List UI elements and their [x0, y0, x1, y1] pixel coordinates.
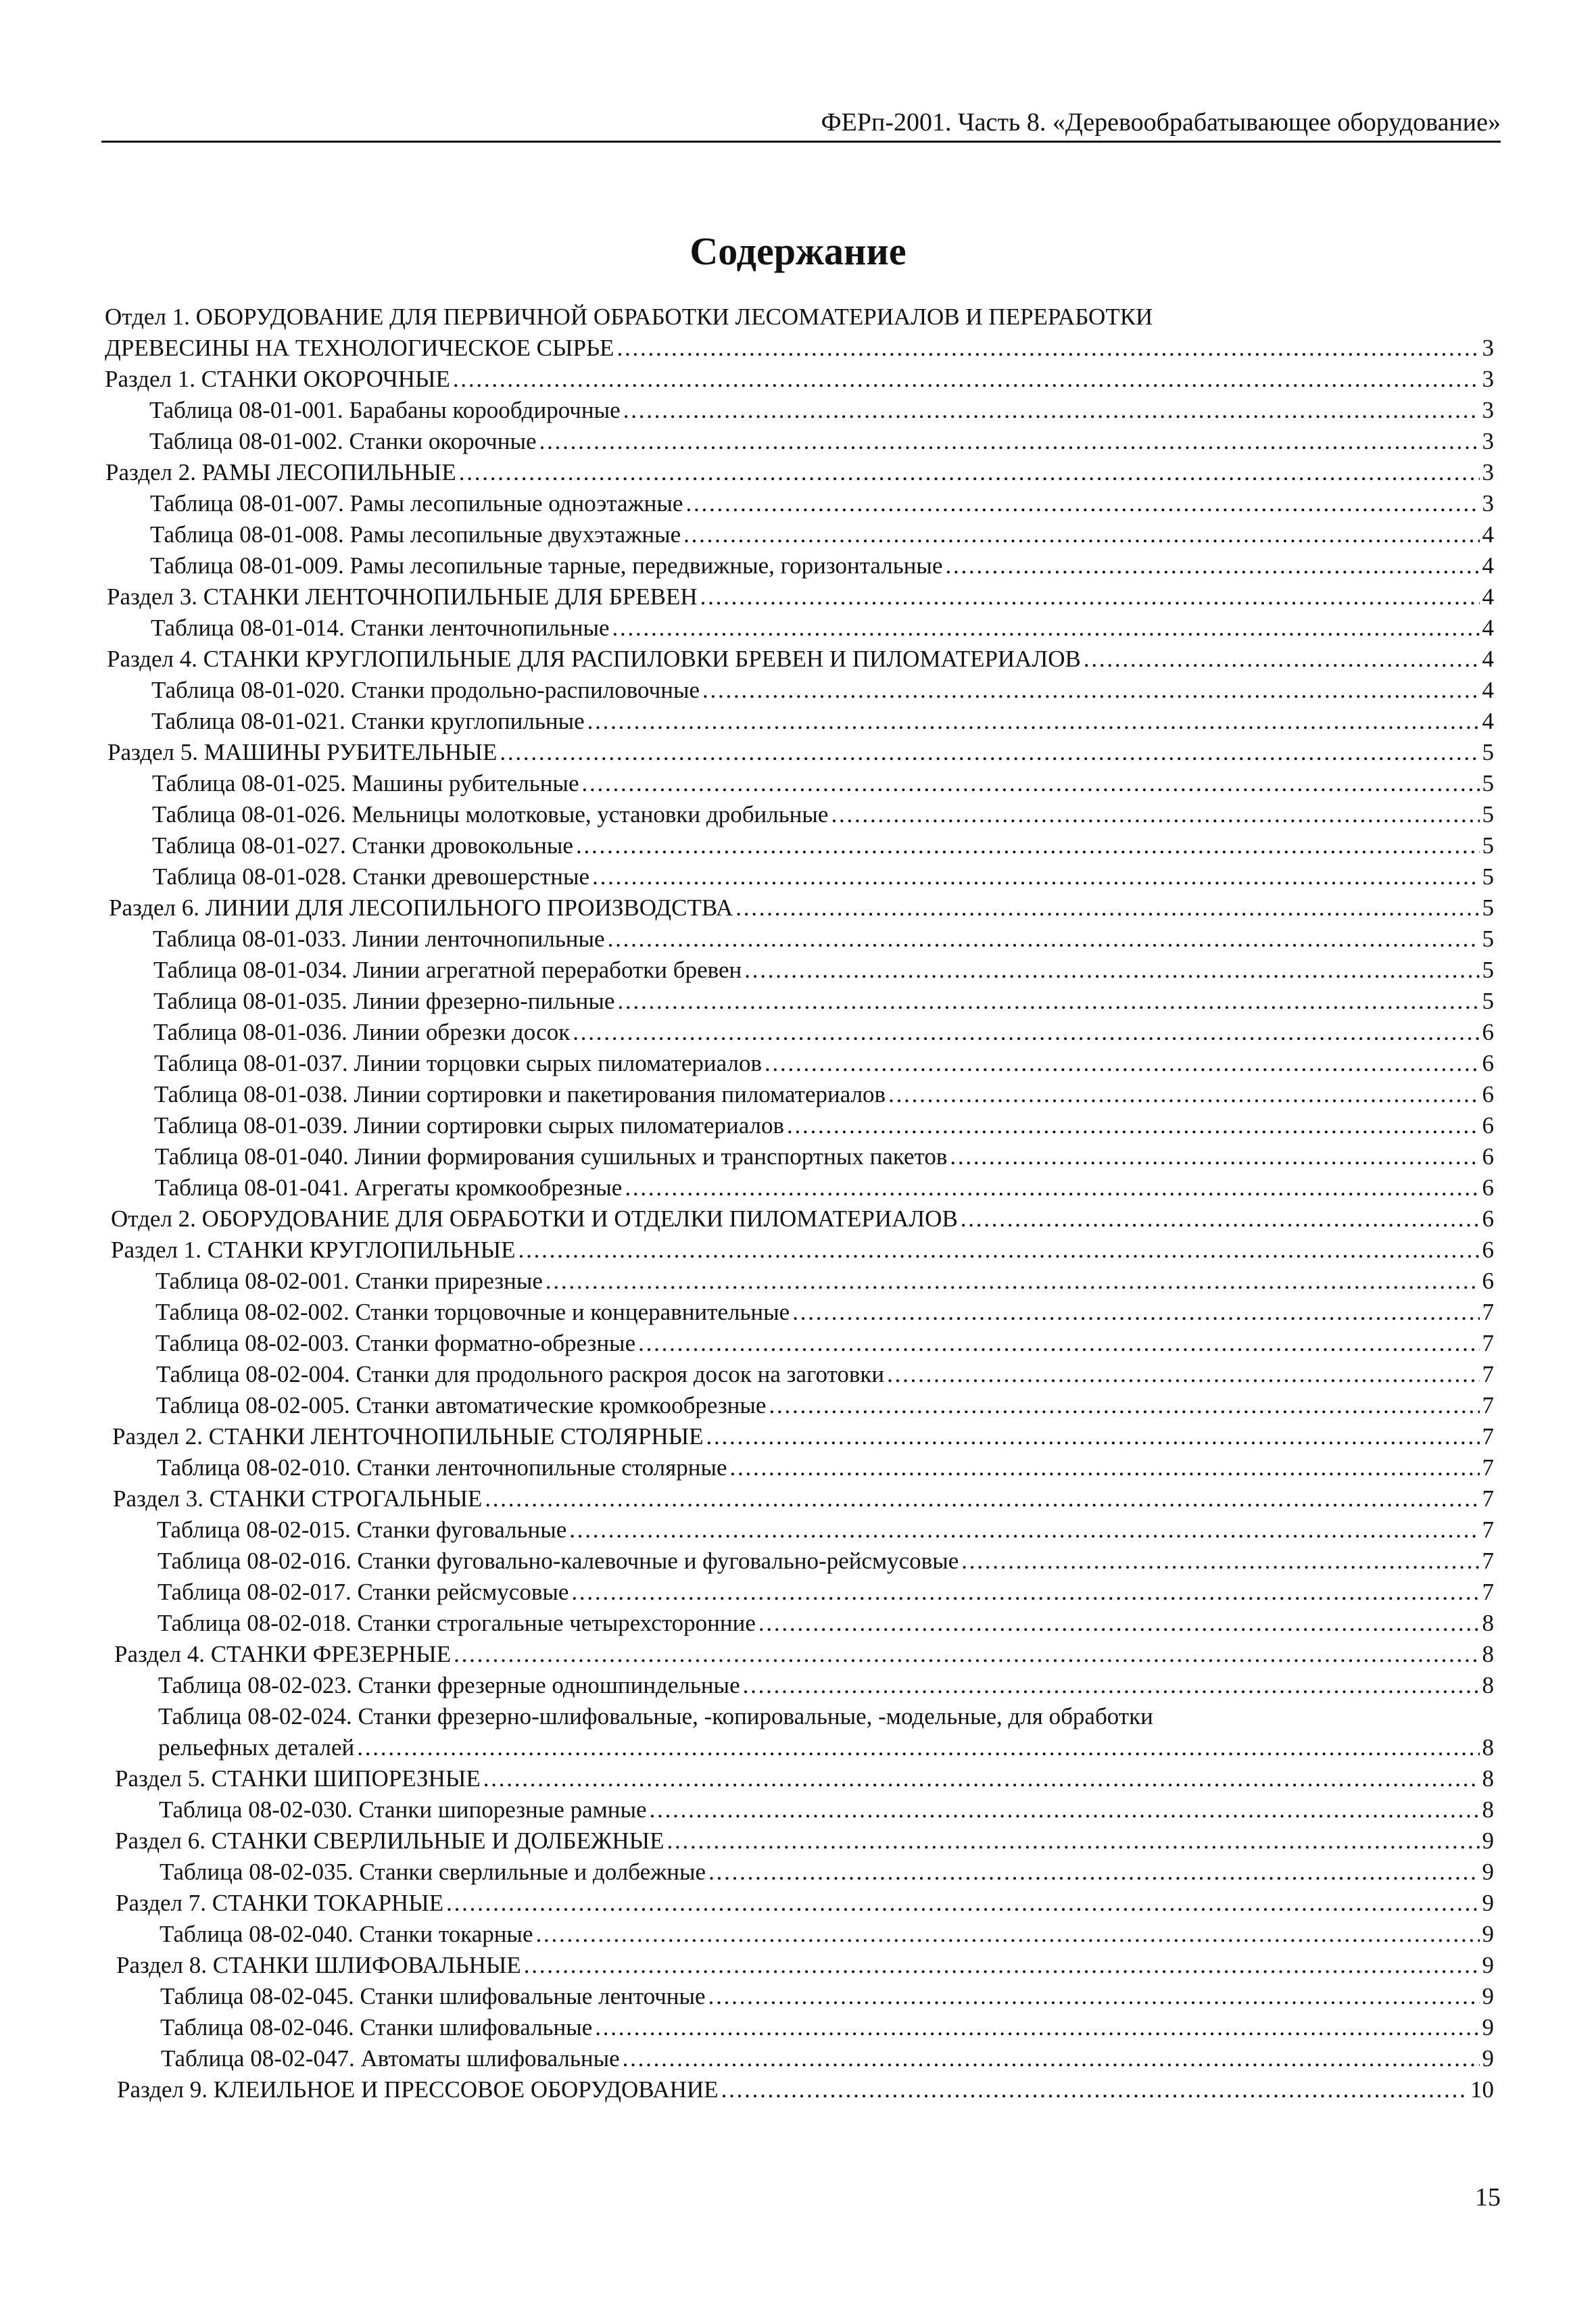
dot-leader — [769, 1390, 1479, 1421]
toc-entry-title: Раздел 1. СТАНКИ КРУГЛОПИЛЬНЫЕ — [111, 1237, 516, 1263]
toc-entry-page: 5 — [1482, 926, 1494, 952]
toc-entry-title: Раздел 8. СТАНКИ ШЛИФОВАЛЬНЫЕ — [116, 1952, 521, 1978]
toc-entry-page: 8 — [1482, 1765, 1494, 1792]
toc-entry[interactable] — [105, 457, 1494, 488]
toc-entry[interactable] — [157, 1514, 1494, 1546]
dot-leader — [888, 1079, 1479, 1110]
toc-entry[interactable] — [159, 1794, 1494, 1825]
toc-entry[interactable] — [153, 1017, 1494, 1048]
toc-entry[interactable] — [155, 1141, 1494, 1172]
toc-entry-title: Отдел 1. ОБОРУДОВАНИЕ ДЛЯ ПЕРВИЧНОЙ ОБРАБОТКИ ЛЕСОМАТЕРИАЛОВ И ПЕРЕРАБОТКИ — [105, 304, 1153, 330]
toc-entry-title: Таблица 08-01-025. Машины рубительные — [152, 770, 579, 796]
toc-entry-page: 5 — [1482, 801, 1494, 828]
toc-entry-title: Раздел 2. СТАНКИ ЛЕНТОЧНОПИЛЬНЫЕ СТОЛЯРНЫЕ — [112, 1423, 704, 1450]
toc-entry[interactable] — [158, 1546, 1494, 1577]
dot-leader — [700, 581, 1480, 613]
dot-leader — [446, 1888, 1479, 1919]
toc-entry-title: Раздел 6. СТАНКИ СВЕРЛИЛЬНЫЕ И ДОЛБЕЖНЫЕ — [115, 1828, 664, 1854]
dot-leader — [453, 364, 1480, 395]
dot-leader — [459, 457, 1480, 488]
toc-entry[interactable] — [115, 1825, 1494, 1857]
toc-entry-page: 6 — [1482, 1206, 1494, 1232]
toc-entry[interactable] — [156, 1390, 1494, 1421]
toc-entry-title: Таблица 08-01-039. Линии сортировки сырых пиломатериалов — [154, 1112, 785, 1139]
toc-entry-title: Таблица 08-01-009. Рамы лесопильные тарные, передвижные, горизонтальные — [150, 552, 943, 579]
page-number: 15 — [1475, 2183, 1501, 2212]
dot-leader — [945, 550, 1479, 581]
dot-leader — [608, 924, 1480, 955]
toc-entry-title: Таблица 08-02-046. Станки шлифовальные — [160, 2014, 593, 2040]
toc-entry-title: Раздел 4. СТАНКИ КРУГЛОПИЛЬНЫЕ ДЛЯ РАСПИЛОВКИ БРЕВЕН И ПИЛОМАТЕРИАЛОВ — [107, 646, 1081, 672]
toc-entry-page: 3 — [1482, 428, 1494, 454]
dot-leader — [887, 1359, 1479, 1390]
toc-entry-page: 9 — [1482, 2014, 1494, 2040]
toc-entry-title: Таблица 08-02-035. Станки сверлильные и долбежные — [160, 1859, 706, 1885]
dot-leader — [702, 675, 1480, 706]
toc-entry-title: Раздел 6. ЛИНИИ ДЛЯ ЛЕСОПИЛЬНОГО ПРОИЗВОДСТВА — [109, 894, 733, 921]
toc-entry[interactable] — [150, 519, 1494, 550]
toc-entry[interactable] — [153, 986, 1494, 1017]
toc-entry-title: Раздел 5. МАШИНЫ РУБИТЕЛЬНЫЕ — [107, 739, 498, 765]
toc-entry-page: 7 — [1482, 1485, 1494, 1512]
toc-entry-title: Раздел 2. РАМЫ ЛЕСОПИЛЬНЫЕ — [105, 459, 456, 485]
toc-entry[interactable] — [154, 1048, 1494, 1079]
dot-leader — [582, 768, 1480, 799]
toc-entry[interactable] — [150, 488, 1494, 519]
toc-entry[interactable] — [107, 737, 1494, 768]
toc-entry[interactable] — [117, 2074, 1494, 2105]
toc-entry[interactable] — [149, 395, 1494, 426]
toc-entry[interactable] — [113, 1483, 1494, 1514]
toc-entry[interactable] — [153, 955, 1494, 986]
dot-leader — [706, 1421, 1480, 1452]
dot-leader — [708, 1981, 1480, 2012]
dot-leader — [587, 706, 1480, 737]
dot-leader — [685, 488, 1479, 519]
toc-entry[interactable] — [116, 1888, 1494, 1919]
toc-entry[interactable] — [105, 302, 1494, 364]
toc-entry-title: Таблица 08-02-047. Автоматы шлифовальные — [161, 2045, 620, 2072]
header-rule — [101, 141, 1501, 143]
dot-leader — [744, 955, 1479, 986]
toc-entry-page: 5 — [1482, 957, 1494, 983]
toc-entry-page: 6 — [1482, 1081, 1494, 1107]
toc-entry-title: Таблица 08-01-008. Рамы лесопильные двухэтажные — [150, 521, 681, 548]
toc-entry-title: Таблица 08-02-005. Станки автоматические кромкообрезные — [156, 1392, 767, 1418]
toc-entry-title: Таблица 08-02-024. Станки фрезерно-шлифовальные, -копировальные, -модельные, для обработки — [158, 1703, 1153, 1729]
toc-entry[interactable] — [115, 1763, 1494, 1794]
toc-entry-title: Раздел 1. СТАНКИ ОКОРОЧНЫЕ — [105, 366, 450, 392]
toc-entry-page: 4 — [1482, 552, 1494, 579]
toc-entry-page: 6 — [1482, 1237, 1494, 1263]
toc-entry[interactable] — [154, 1110, 1494, 1141]
toc-entry-title: Таблица 08-01-014. Станки ленточнопильные — [151, 615, 610, 641]
table-of-contents — [0, 302, 1596, 2105]
toc-entry[interactable] — [151, 675, 1494, 706]
dot-leader — [576, 830, 1480, 861]
toc-entry-page: 5 — [1482, 739, 1494, 765]
toc-entry[interactable] — [151, 613, 1494, 644]
dot-leader — [758, 1608, 1480, 1639]
toc-entry-title: Отдел 2. ОБОРУДОВАНИЕ ДЛЯ ОБРАБОТКИ И ОТДЕЛКИ ПИЛОМАТЕРИАЛОВ — [111, 1206, 958, 1232]
toc-entry-title: Таблица 08-02-001. Станки прирезные — [155, 1268, 543, 1294]
toc-entry-title: Таблица 08-01-007. Рамы лесопильные одноэтажные — [150, 490, 683, 517]
dot-leader — [573, 1017, 1479, 1048]
toc-entry-title: Таблица 08-01-034. Линии агрегатной переработки бревен — [153, 957, 742, 983]
toc-entry-title: Раздел 3. СТАНКИ ЛЕНТОЧНОПИЛЬНЫЕ ДЛЯ БРЕВЕН — [107, 583, 698, 610]
dot-leader — [623, 395, 1480, 426]
toc-entry-page: 8 — [1482, 1734, 1494, 1761]
dot-leader — [483, 1763, 1480, 1794]
toc-entry[interactable] — [109, 892, 1494, 924]
dot-leader — [683, 519, 1479, 550]
dot-leader — [625, 1172, 1479, 1203]
dot-leader — [357, 1732, 1479, 1763]
toc-entry-title: Таблица 08-01-026. Мельницы молотковые, установки дробильные — [152, 801, 829, 828]
toc-entry-page: 4 — [1482, 708, 1494, 734]
toc-entry[interactable] — [153, 924, 1494, 955]
dot-leader — [592, 861, 1479, 892]
toc-entry-page: 6 — [1482, 1112, 1494, 1139]
toc-entry-page: 7 — [1482, 1330, 1494, 1356]
toc-entry-page: 9 — [1482, 2045, 1494, 2072]
toc-entry-page: 5 — [1482, 770, 1494, 796]
page-title: Содержание — [690, 229, 906, 273]
toc-entry-title: Таблица 08-01-002. Станки окорочные — [149, 428, 537, 454]
toc-entry-title: Таблица 08-02-010. Станки ленточнопильные столярные — [157, 1454, 727, 1481]
toc-entry-title: Раздел 7. СТАНКИ ТОКАРНЫЕ — [116, 1890, 444, 1916]
toc-entry[interactable] — [161, 2043, 1494, 2074]
toc-entry-title: Раздел 5. СТАНКИ ШИПОРЕЗНЫЕ — [115, 1765, 481, 1792]
dot-leader — [546, 1266, 1480, 1297]
toc-entry-title: Таблица 08-02-030. Станки шипорезные рамные — [159, 1796, 647, 1823]
toc-entry[interactable] — [150, 550, 1494, 581]
toc-entry-page: 4 — [1482, 677, 1494, 703]
dot-leader — [735, 892, 1479, 924]
toc-entry-page: 4 — [1482, 583, 1494, 610]
dot-leader — [595, 2012, 1479, 2043]
dot-leader — [617, 986, 1479, 1017]
toc-entry-page: 9 — [1482, 1890, 1494, 1916]
toc-entry-title: Таблица 08-01-033. Линии ленточнопильные — [153, 926, 605, 952]
toc-entry[interactable] — [160, 1857, 1494, 1888]
toc-entry-title: Таблица 08-01-036. Линии обрезки досок — [153, 1019, 571, 1045]
toc-entry-page: 6 — [1482, 1174, 1494, 1201]
toc-entry-title: Таблица 08-01-037. Линии торцовки сырых пиломатериалов — [154, 1050, 762, 1076]
toc-entry-page: 8 — [1482, 1641, 1494, 1667]
toc-entry[interactable] — [151, 706, 1494, 737]
toc-entry-page: 8 — [1482, 1796, 1494, 1823]
toc-entry[interactable] — [111, 1203, 1494, 1235]
dot-leader — [454, 1639, 1479, 1670]
toc-entry-page: 3 — [1482, 459, 1494, 485]
toc-entry[interactable] — [149, 426, 1494, 457]
dot-leader — [708, 1857, 1479, 1888]
toc-entry-page: 3 — [1482, 490, 1494, 517]
toc-entry-page: 4 — [1482, 646, 1494, 672]
toc-entry[interactable] — [158, 1577, 1494, 1608]
toc-entry[interactable] — [111, 1235, 1494, 1266]
toc-entry-page: 7 — [1482, 1579, 1494, 1605]
toc-entry-page: 6 — [1482, 1143, 1494, 1170]
toc-entry-page: 7 — [1482, 1299, 1494, 1325]
toc-entry-title: Таблица 08-01-027. Станки дровокольные — [152, 832, 573, 859]
toc-entry-title: рельефных деталей — [158, 1734, 355, 1761]
toc-entry[interactable] — [160, 1981, 1494, 2012]
toc-entry-page: 3 — [1482, 335, 1494, 361]
toc-entry-title: Таблица 08-01-035. Линии фрезерно-пильные — [153, 988, 615, 1014]
toc-entry-title: Таблица 08-01-038. Линии сортировки и пакетирования пиломатериалов — [154, 1081, 886, 1107]
toc-entry[interactable] — [152, 830, 1494, 861]
toc-entry-page: 7 — [1482, 1423, 1494, 1450]
dot-leader — [612, 613, 1480, 644]
dot-leader — [1084, 644, 1480, 675]
dot-leader — [961, 1203, 1480, 1235]
toc-entry[interactable] — [112, 1421, 1494, 1452]
toc-entry-page: 3 — [1482, 366, 1494, 392]
toc-entry-page: 9 — [1482, 1859, 1494, 1885]
dot-leader — [500, 737, 1479, 768]
toc-entry-title: Таблица 08-02-015. Станки фуговальные — [157, 1517, 567, 1543]
toc-entry-page: 7 — [1482, 1361, 1494, 1387]
toc-entry-page: 9 — [1482, 1952, 1494, 1978]
toc-entry-page: 6 — [1482, 1268, 1494, 1294]
toc-entry-page: 9 — [1482, 1921, 1494, 1947]
toc-entry-page: 6 — [1482, 1050, 1494, 1076]
toc-entry-title: Таблица 08-02-003. Станки форматно-обрезные — [155, 1330, 636, 1356]
toc-entry-page: 4 — [1482, 615, 1494, 641]
toc-entry[interactable] — [114, 1639, 1494, 1670]
toc-entry-title: Таблица 08-02-002. Станки торцовочные и концеравнительные — [155, 1299, 790, 1325]
toc-entry-title: Таблица 08-01-028. Станки древошерстные — [153, 863, 590, 890]
toc-entry-title: Таблица 08-02-004. Станки для продольного раскроя досок на заготовки — [156, 1361, 885, 1387]
toc-entry-page: 10 — [1470, 2076, 1494, 2103]
dot-leader — [787, 1110, 1479, 1141]
toc-entry[interactable] — [155, 1297, 1494, 1328]
toc-entry[interactable] — [158, 1701, 1494, 1763]
toc-entry-title: Таблица 08-01-040. Линии формирования сушильных и транспортных пакетов — [155, 1143, 948, 1170]
toc-entry-title: Таблица 08-02-017. Станки рейсмусовые — [158, 1579, 569, 1605]
toc-entry-page: 7 — [1482, 1454, 1494, 1481]
dot-leader — [831, 799, 1479, 830]
toc-entry[interactable] — [155, 1266, 1494, 1297]
toc-entry-title: Раздел 4. СТАНКИ ФРЕЗЕРНЫЕ — [114, 1641, 452, 1667]
toc-entry[interactable] — [155, 1172, 1494, 1203]
dot-leader — [638, 1328, 1479, 1359]
dot-leader — [569, 1514, 1479, 1546]
toc-entry[interactable] — [107, 581, 1494, 613]
dot-leader — [616, 333, 1479, 364]
dot-leader — [721, 2074, 1468, 2105]
toc-entry-page: 5 — [1482, 832, 1494, 859]
toc-entry[interactable] — [116, 1950, 1494, 1981]
toc-entry-page: 6 — [1482, 1019, 1494, 1045]
toc-entry[interactable] — [156, 1359, 1494, 1390]
toc-entry-title: Таблица 08-02-023. Станки фрезерные одношпиндельные — [158, 1672, 740, 1698]
toc-entry-title: Таблица 08-01-021. Станки круглопильные — [151, 708, 585, 734]
toc-entry-page: 8 — [1482, 1672, 1494, 1698]
dot-leader — [792, 1297, 1479, 1328]
dot-leader — [571, 1577, 1479, 1608]
toc-entry-title: Таблица 08-02-045. Станки шлифовальные ленточные — [160, 1983, 706, 2009]
toc-entry-page: 3 — [1482, 397, 1494, 423]
toc-entry-page: 5 — [1482, 988, 1494, 1014]
toc-entry-title: Таблица 08-01-001. Барабаны корообдирочные — [149, 397, 621, 423]
toc-entry[interactable] — [160, 1919, 1494, 1950]
toc-entry[interactable] — [154, 1079, 1494, 1110]
toc-entry-title: Таблица 08-02-040. Станки токарные — [160, 1921, 533, 1947]
dot-leader — [950, 1141, 1479, 1172]
toc-entry-title: Таблица 08-02-018. Станки строгальные четырехсторонние — [158, 1610, 756, 1636]
dot-leader — [539, 426, 1480, 457]
toc-entry[interactable] — [107, 644, 1494, 675]
toc-entry-page: 5 — [1482, 894, 1494, 921]
toc-entry[interactable] — [153, 861, 1494, 892]
toc-entry-page: 5 — [1482, 863, 1494, 890]
dot-leader — [730, 1452, 1480, 1483]
toc-entry-page: 7 — [1482, 1548, 1494, 1574]
toc-entry[interactable] — [160, 2012, 1494, 2043]
dot-leader — [743, 1670, 1480, 1701]
toc-entry-page: 9 — [1482, 1828, 1494, 1854]
dot-leader — [650, 1794, 1480, 1825]
toc-entry[interactable] — [155, 1328, 1494, 1359]
toc-entry[interactable] — [157, 1452, 1494, 1483]
toc-entry-title: Таблица 08-01-041. Агрегаты кромкообрезные — [155, 1174, 623, 1201]
toc-entry[interactable] — [105, 364, 1494, 395]
toc-entry[interactable] — [158, 1608, 1494, 1639]
toc-entry-title: Раздел 9. КЛЕИЛЬНОЕ И ПРЕССОВОЕ ОБОРУДОВАНИЕ — [117, 2076, 719, 2103]
toc-entry-title: ДРЕВЕСИНЫ НА ТЕХНОЛОГИЧЕСКОЕ СЫРЬЕ — [105, 335, 614, 361]
dot-leader — [765, 1048, 1480, 1079]
toc-entry-page: 4 — [1482, 521, 1494, 548]
toc-entry-title: Таблица 08-01-020. Станки продольно-распиловочные — [151, 677, 700, 703]
toc-entry-page: 8 — [1482, 1610, 1494, 1636]
dot-leader — [518, 1235, 1480, 1266]
toc-entry-page: 7 — [1482, 1517, 1494, 1543]
toc-entry-title: Раздел 3. СТАНКИ СТРОГАЛЬНЫЕ — [113, 1485, 483, 1512]
toc-entry-title: Таблица 08-02-016. Станки фуговально-калевочные и фуговально-рейсмусовые — [158, 1548, 959, 1574]
dot-leader — [623, 2043, 1480, 2074]
running-header: ФЕРп-2001. Часть 8. «Деревообрабатывающее оборудование» — [821, 108, 1501, 137]
toc-entry[interactable] — [158, 1670, 1494, 1701]
toc-entry[interactable] — [152, 768, 1494, 799]
dot-leader — [535, 1919, 1479, 1950]
dot-leader — [961, 1546, 1479, 1577]
dot-leader — [524, 1950, 1480, 1981]
dot-leader — [485, 1483, 1479, 1514]
toc-entry-page: 9 — [1482, 1983, 1494, 2009]
toc-entry[interactable] — [152, 799, 1494, 830]
toc-entry-page: 7 — [1482, 1392, 1494, 1418]
dot-leader — [667, 1825, 1480, 1857]
